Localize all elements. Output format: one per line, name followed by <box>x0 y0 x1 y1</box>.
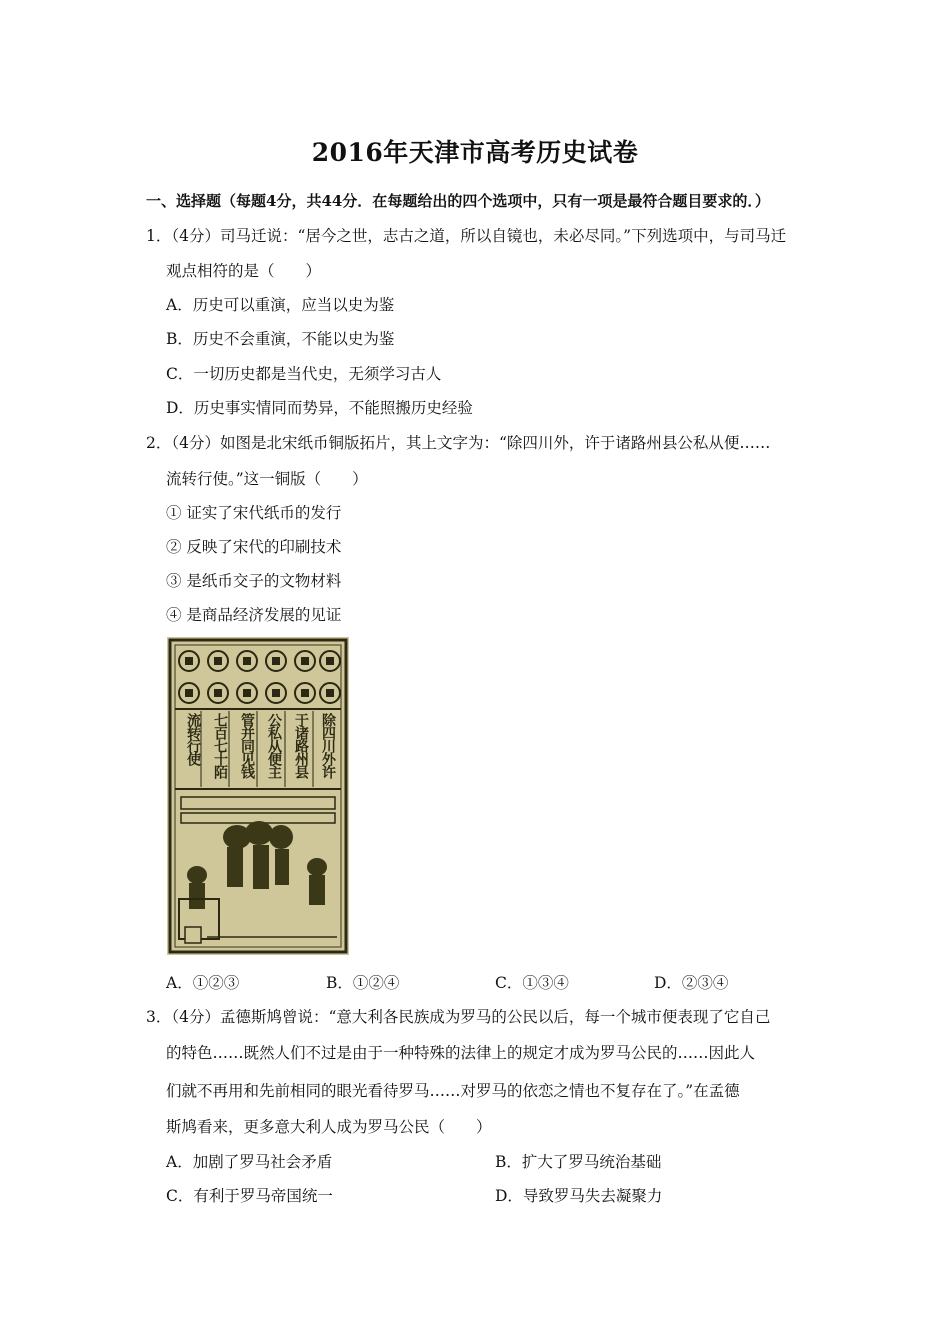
question-3-option-a: A．加剧了罗马社会矛盾 <box>166 1153 333 1171</box>
question-1-option-a: A．历史可以重演，应当以史为鉴 <box>166 296 395 314</box>
question-2-option-a: A．①②③ <box>166 974 240 992</box>
question-3-stem-cont-2: 们就不再用和先前相同的眼光看待罗马……对罗马的依恋之情也不复存在了。”在孟德 <box>166 1082 740 1100</box>
question-2-option-d: D．②③④ <box>654 974 729 992</box>
question-2-item-2: ② 反映了宋代的印刷技术 <box>166 538 342 556</box>
question-1-stem: 1．（4分）司马迁说：“居今之世，志古之道，所以自镜也，未必尽同。”下列选项中，与司马迁 <box>146 227 787 245</box>
question-3-stem: 3．（4分）孟德斯鸠曾说：“意大利各民族成为罗马的公民以后，每一个城市便表现了它自己 <box>146 1008 771 1026</box>
question-2-stem: 2．（4分）如图是北宋纸币铜版拓片，其上文字为：“除四川外，许于诸路州县公私从便…… <box>146 434 771 452</box>
banknote-plate-inscription: 除四川外许于诸路州县公私从便主管并同见钱七百七十陌流转行使 <box>185 713 336 778</box>
question-1-option-d: D．历史事实情同而势异，不能照搬历史经验 <box>166 399 473 417</box>
question-1-option-c: C．一切历史都是当代史，无须学习古人 <box>166 365 442 383</box>
question-2-option-c: C．①③④ <box>495 974 569 992</box>
question-3-stem-cont-1: 的特色……既然人们不过是由于一种特殊的法律上的规定才成为罗马公民的……因此人 <box>166 1044 756 1062</box>
question-3-option-d: D．导致罗马失去凝聚力 <box>495 1187 663 1205</box>
page-title: 2016年天津市高考历史试卷 <box>311 138 639 167</box>
question-3-stem-cont-3: 斯鸠看来，更多意大利人成为罗马公民（ ） <box>166 1118 492 1136</box>
question-2-stem-cont: 流转行使。”这一铜版（ ） <box>166 470 368 488</box>
question-2-option-b: B．①②④ <box>326 974 400 992</box>
question-1-stem-cont: 观点相符的是（ ） <box>166 262 322 280</box>
question-2-item-3: ③ 是纸币交子的文物材料 <box>166 572 342 590</box>
question-1-option-b: B．历史不会重演，不能以史为鉴 <box>166 330 395 348</box>
banknote-plate-image <box>167 637 349 955</box>
question-2-item-4: ④ 是商品经济发展的见证 <box>166 606 342 624</box>
question-3-option-b: B．扩大了罗马统治基础 <box>495 1153 662 1171</box>
section-heading: 一、选择题（每题4分，共44分．在每题给出的四个选项中，只有一项是最符合题目要求的．） <box>146 192 770 210</box>
question-3-option-c: C．有利于罗马帝国统一 <box>166 1187 333 1205</box>
question-2-item-1: ① 证实了宋代纸币的发行 <box>166 504 342 522</box>
